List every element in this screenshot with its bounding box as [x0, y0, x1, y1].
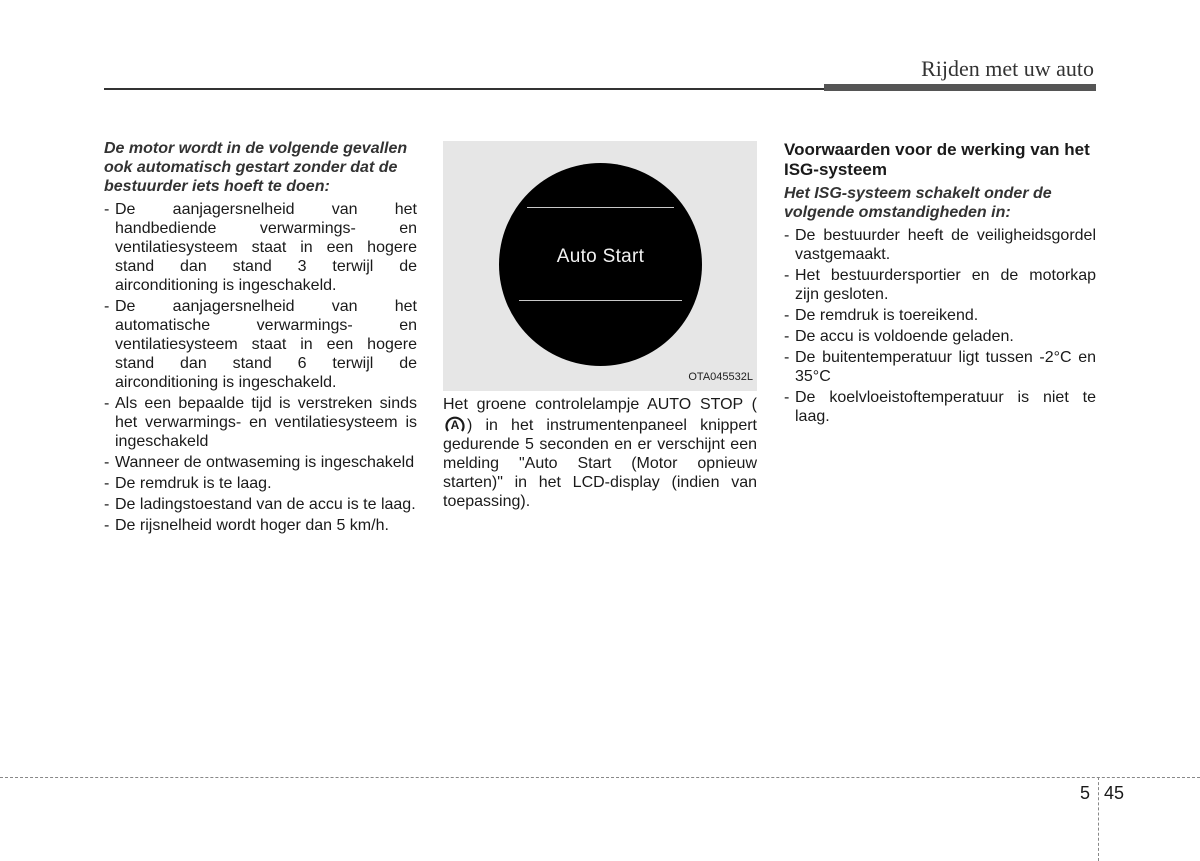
- footer-dashed-divider: [1098, 777, 1099, 861]
- auto-stop-indicator-icon: [444, 414, 466, 434]
- list-item: - De accu is voldoende geladen.: [784, 327, 1096, 346]
- list-item: - De rijsnelheid wordt hoger dan 5 km/h.: [104, 516, 417, 535]
- list-item: - Het bestuurdersportier en de motorkap zijn gesloten.: [784, 266, 1096, 304]
- right-intro: Het ISG-systeem schakelt onder de volgende omstandigheden in:: [784, 185, 1052, 221]
- right-column: [784, 140, 1096, 428]
- list-item: - De aanjagersnelheid van het handbediende verwarmings- en ventilatiesysteem staat in een hogere stand dan stand 3 terwijl de airconditioning is ingeschakeld.: [104, 200, 417, 295]
- middle-column: [443, 141, 757, 527]
- display-message: Auto Start: [556, 246, 645, 267]
- left-list: [104, 200, 417, 535]
- display-divider-top: [527, 207, 674, 208]
- right-list: [784, 226, 1096, 426]
- caption-text-end: ) in het instrumentenpaneel knippert gedurende 5 seconden en er verschijnt een melding "Auto Start (Motor opnieuw starten)" in het LCD-display (indien van toepassing).: [443, 417, 757, 510]
- list-item: - De bestuurder heeft de veiligheidsgordel vastgemaakt.: [784, 226, 1096, 264]
- list-item: - De buitentemperatuur ligt tussen -2°C en 35°C: [784, 348, 1096, 386]
- header-rule: [104, 88, 824, 90]
- list-item: - De ladingstoestand van de accu is te laag.: [104, 495, 417, 514]
- list-item: - De remdruk is toereikend.: [784, 306, 1096, 325]
- auto-stop-icon-letter: A: [450, 418, 460, 432]
- lcd-display-circle: [499, 163, 702, 366]
- list-item: - De aanjagersnelheid van het automatische verwarmings- en ventilatiesysteem staat in een hogere stand dan stand 6 terwijl de airconditioning is ingeschakeld.: [104, 297, 417, 392]
- list-item: - Als een bepaalde tijd is verstreken sinds het verwarmings- en ventilatiesysteem is ingeschakeld: [104, 394, 417, 451]
- page-number: 45: [1104, 783, 1125, 803]
- list-item: - De koelvloeistoftemperatuur is niet te laag.: [784, 388, 1096, 426]
- caption-text-start: Het groene controlelampje AUTO STOP (: [443, 396, 757, 413]
- display-divider-bottom: [519, 300, 682, 301]
- page-header-title: Rijden met uw auto: [921, 56, 1094, 81]
- chapter-number: 5: [1080, 783, 1091, 803]
- left-intro: De motor wordt in de volgende gevallen ook automatisch gestart zonder dat de bestuurder iets hoeft te doen:: [104, 140, 408, 195]
- list-item: - De remdruk is te laag.: [104, 474, 417, 493]
- header-rule-thick: [824, 84, 1096, 91]
- section-heading: Voorwaarden voor de werking van het ISG-systeem: [784, 140, 1090, 179]
- left-column: [104, 139, 417, 537]
- footer-dashed-rule: [0, 777, 1200, 778]
- list-item: - Wanneer de ontwaseming is ingeschakeld: [104, 453, 417, 472]
- cluster-display-figure: [443, 141, 757, 391]
- figure-code: OTA045532L: [688, 371, 753, 383]
- figure-caption: [443, 395, 757, 511]
